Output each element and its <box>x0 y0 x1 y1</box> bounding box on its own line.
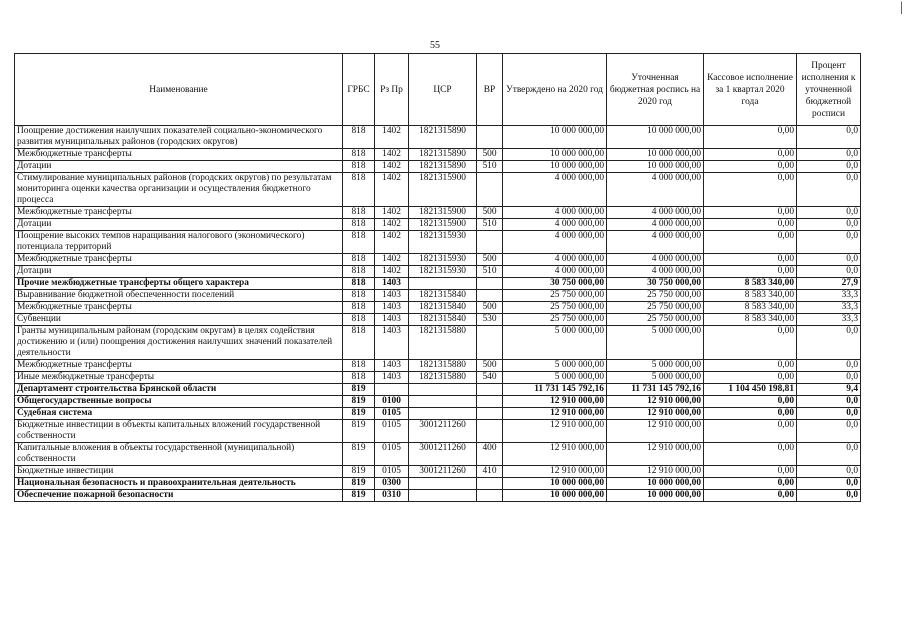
cell-refined: 10 000 000,00 <box>607 126 704 149</box>
cell-approved: 5 000 000,00 <box>503 326 607 360</box>
cell-rzpr: 1402 <box>375 231 409 254</box>
cell-name: Межбюджетные трансферты <box>15 207 343 219</box>
cell-vr: 500 <box>477 360 503 372</box>
cell-percent: 9,4 <box>797 384 861 396</box>
cell-grbs: 818 <box>343 372 375 384</box>
cell-percent: 0,0 <box>797 420 861 443</box>
cell-percent: 0,0 <box>797 161 861 173</box>
cell-vr: 500 <box>477 302 503 314</box>
cell-cash: 0,00 <box>704 490 797 502</box>
cell-percent: 0,0 <box>797 408 861 420</box>
cell-percent: 0,0 <box>797 254 861 266</box>
cell-name: Прочие межбюджетные трансферты общего характера <box>15 278 343 290</box>
cell-approved: 4 000 000,00 <box>503 231 607 254</box>
cell-cash: 0,00 <box>704 266 797 278</box>
cell-rzpr: 1402 <box>375 149 409 161</box>
cell-vr <box>477 478 503 490</box>
cell-percent: 0,0 <box>797 396 861 408</box>
cell-rzpr: 1403 <box>375 290 409 302</box>
cell-name: Дотации <box>15 266 343 278</box>
cell-name: Капитальные вложения в объекты государственной (муниципальной) собственности <box>15 443 343 466</box>
cell-grbs: 819 <box>343 408 375 420</box>
cell-approved: 4 000 000,00 <box>503 254 607 266</box>
cell-csr: 1821315880 <box>409 360 477 372</box>
table-row <box>15 302 861 314</box>
cell-rzpr: 1403 <box>375 326 409 360</box>
cell-rzpr: 1402 <box>375 254 409 266</box>
cell-cash: 0,00 <box>704 161 797 173</box>
cell-cash: 0,00 <box>704 149 797 161</box>
table-row <box>15 126 861 149</box>
cell-name: Национальная безопасность и правоохранительная деятельность <box>15 478 343 490</box>
cell-csr <box>409 384 477 396</box>
cell-grbs: 818 <box>343 219 375 231</box>
cell-grbs: 818 <box>343 254 375 266</box>
cell-grbs: 818 <box>343 161 375 173</box>
table-row <box>15 266 861 278</box>
cell-grbs: 819 <box>343 466 375 478</box>
table-row <box>15 231 861 254</box>
header-vr: ВР <box>477 54 503 126</box>
cell-approved: 12 910 000,00 <box>503 420 607 443</box>
cell-vr <box>477 231 503 254</box>
cell-cash: 0,00 <box>704 231 797 254</box>
cell-csr: 1821315900 <box>409 173 477 207</box>
cell-vr <box>477 420 503 443</box>
cell-csr: 3001211260 <box>409 443 477 466</box>
cell-approved: 4 000 000,00 <box>503 173 607 207</box>
table-row <box>15 490 861 502</box>
cell-name: Межбюджетные трансферты <box>15 149 343 161</box>
cell-name: Бюджетные инвестиции <box>15 466 343 478</box>
cell-refined: 10 000 000,00 <box>607 161 704 173</box>
cell-refined: 12 910 000,00 <box>607 420 704 443</box>
cell-name: Обеспечение пожарной безопасности <box>15 490 343 502</box>
cell-cash: 0,00 <box>704 408 797 420</box>
cell-grbs: 819 <box>343 443 375 466</box>
cell-rzpr: 1403 <box>375 314 409 326</box>
table-row <box>15 326 861 360</box>
header-approved: Утверждено на 2020 год <box>503 54 607 126</box>
cell-approved: 4 000 000,00 <box>503 219 607 231</box>
table-row <box>15 396 861 408</box>
cell-percent: 0,0 <box>797 490 861 502</box>
cell-vr: 530 <box>477 314 503 326</box>
cell-name: Общегосударственные вопросы <box>15 396 343 408</box>
cell-approved: 4 000 000,00 <box>503 207 607 219</box>
table-row <box>15 384 861 396</box>
cell-percent: 33,3 <box>797 302 861 314</box>
cell-percent: 0,0 <box>797 219 861 231</box>
table-row <box>15 254 861 266</box>
cell-vr <box>477 290 503 302</box>
cell-cash: 0,00 <box>704 254 797 266</box>
cell-percent: 0,0 <box>797 207 861 219</box>
cell-approved: 10 000 000,00 <box>503 161 607 173</box>
cell-rzpr: 0300 <box>375 478 409 490</box>
cell-refined: 4 000 000,00 <box>607 266 704 278</box>
table-row <box>15 149 861 161</box>
table-row <box>15 372 861 384</box>
cell-cash: 0,00 <box>704 326 797 360</box>
cell-vr <box>477 384 503 396</box>
cell-name: Иные межбюджетные трансферты <box>15 372 343 384</box>
cell-cash: 8 583 340,00 <box>704 314 797 326</box>
cell-csr: 1821315890 <box>409 149 477 161</box>
header-csr: ЦСР <box>409 54 477 126</box>
cell-csr: 1821315930 <box>409 231 477 254</box>
cell-percent: 0,0 <box>797 266 861 278</box>
cell-refined: 5 000 000,00 <box>607 372 704 384</box>
cell-refined: 12 910 000,00 <box>607 466 704 478</box>
cell-vr: 400 <box>477 443 503 466</box>
cell-percent: 0,0 <box>797 360 861 372</box>
cell-percent: 27,9 <box>797 278 861 290</box>
cell-rzpr: 0105 <box>375 408 409 420</box>
cell-cash: 8 583 340,00 <box>704 302 797 314</box>
cell-approved: 10 000 000,00 <box>503 149 607 161</box>
cell-approved: 25 750 000,00 <box>503 314 607 326</box>
cell-grbs: 819 <box>343 396 375 408</box>
cell-grbs: 818 <box>343 360 375 372</box>
cell-percent: 33,3 <box>797 314 861 326</box>
cell-rzpr <box>375 384 409 396</box>
cell-csr <box>409 408 477 420</box>
cell-rzpr: 1403 <box>375 360 409 372</box>
cell-percent: 0,0 <box>797 478 861 490</box>
table-row <box>15 161 861 173</box>
table-header-row <box>15 54 861 126</box>
cell-cash: 1 104 450 198,81 <box>704 384 797 396</box>
cell-refined: 4 000 000,00 <box>607 207 704 219</box>
table-row <box>15 443 861 466</box>
cell-refined: 25 750 000,00 <box>607 302 704 314</box>
cell-cash: 0,00 <box>704 173 797 207</box>
cell-approved: 10 000 000,00 <box>503 478 607 490</box>
cell-grbs: 818 <box>343 290 375 302</box>
cell-vr: 510 <box>477 161 503 173</box>
cell-csr: 1821315890 <box>409 161 477 173</box>
cell-grbs: 818 <box>343 326 375 360</box>
cell-refined: 25 750 000,00 <box>607 314 704 326</box>
cell-csr <box>409 396 477 408</box>
cell-percent: 0,0 <box>797 149 861 161</box>
cell-csr: 1821315930 <box>409 266 477 278</box>
cell-grbs: 818 <box>343 278 375 290</box>
cell-refined: 5 000 000,00 <box>607 326 704 360</box>
cell-grbs: 818 <box>343 126 375 149</box>
cell-name: Дотации <box>15 161 343 173</box>
cell-approved: 30 750 000,00 <box>503 278 607 290</box>
cell-name: Дотации <box>15 219 343 231</box>
cell-csr: 1821315890 <box>409 126 477 149</box>
cell-name: Субвенции <box>15 314 343 326</box>
cell-vr <box>477 408 503 420</box>
cell-csr <box>409 278 477 290</box>
cell-approved: 12 910 000,00 <box>503 396 607 408</box>
cell-grbs: 818 <box>343 173 375 207</box>
header-name: Наименование <box>15 54 343 126</box>
cell-rzpr: 1403 <box>375 278 409 290</box>
cell-refined: 4 000 000,00 <box>607 173 704 207</box>
table-row <box>15 219 861 231</box>
cell-grbs: 819 <box>343 420 375 443</box>
cell-csr: 1821315930 <box>409 254 477 266</box>
cell-vr <box>477 278 503 290</box>
cell-refined: 4 000 000,00 <box>607 231 704 254</box>
cell-name: Бюджетные инвестиции в объекты капитальных вложений государственной собственности <box>15 420 343 443</box>
cell-refined: 4 000 000,00 <box>607 254 704 266</box>
cell-vr <box>477 490 503 502</box>
cell-name: Стимулирование муниципальных районов (городских округов) по результатам мониторинга оценки качества организации и осуществления бюджетного процесса <box>15 173 343 207</box>
header-refined: Уточненная бюджетная роспись на 2020 год <box>607 54 704 126</box>
cell-cash: 0,00 <box>704 478 797 490</box>
table-row <box>15 207 861 219</box>
cell-cash: 0,00 <box>704 372 797 384</box>
cell-cash: 0,00 <box>704 219 797 231</box>
cell-cash: 0,00 <box>704 443 797 466</box>
cell-grbs: 819 <box>343 384 375 396</box>
corner-mark: | <box>900 0 903 15</box>
cell-rzpr: 1402 <box>375 126 409 149</box>
cell-csr <box>409 478 477 490</box>
table-row <box>15 408 861 420</box>
cell-approved: 11 731 145 792,16 <box>503 384 607 396</box>
cell-vr <box>477 173 503 207</box>
table-row <box>15 420 861 443</box>
cell-refined: 10 000 000,00 <box>607 478 704 490</box>
cell-cash: 0,00 <box>704 126 797 149</box>
cell-vr: 500 <box>477 254 503 266</box>
page-number: 55 <box>430 40 440 51</box>
cell-rzpr: 1403 <box>375 302 409 314</box>
cell-refined: 12 910 000,00 <box>607 408 704 420</box>
cell-vr <box>477 396 503 408</box>
cell-rzpr: 0105 <box>375 466 409 478</box>
cell-rzpr: 0105 <box>375 420 409 443</box>
cell-csr: 3001211260 <box>409 466 477 478</box>
cell-csr: 1821315900 <box>409 207 477 219</box>
cell-cash: 0,00 <box>704 420 797 443</box>
cell-approved: 5 000 000,00 <box>503 360 607 372</box>
cell-csr: 1821315840 <box>409 302 477 314</box>
cell-vr: 500 <box>477 149 503 161</box>
cell-percent: 0,0 <box>797 126 861 149</box>
table-row <box>15 173 861 207</box>
header-rzpr: Рз Пр <box>375 54 409 126</box>
cell-name: Судебная система <box>15 408 343 420</box>
cell-cash: 8 583 340,00 <box>704 278 797 290</box>
cell-refined: 25 750 000,00 <box>607 290 704 302</box>
cell-grbs: 818 <box>343 231 375 254</box>
cell-grbs: 819 <box>343 490 375 502</box>
cell-cash: 0,00 <box>704 360 797 372</box>
cell-vr: 510 <box>477 219 503 231</box>
cell-rzpr: 1402 <box>375 207 409 219</box>
cell-cash: 0,00 <box>704 396 797 408</box>
cell-name: Гранты муниципальным районам (городским округам) в целях содействия достижению и (или) поощрения достижения наилучших значений показателей деятельности <box>15 326 343 360</box>
header-cash: Кассовое исполнение за 1 квартал 2020 года <box>704 54 797 126</box>
table-row <box>15 478 861 490</box>
cell-rzpr: 1403 <box>375 372 409 384</box>
cell-vr <box>477 326 503 360</box>
cell-refined: 5 000 000,00 <box>607 360 704 372</box>
cell-vr: 540 <box>477 372 503 384</box>
cell-approved: 12 910 000,00 <box>503 408 607 420</box>
cell-refined: 11 731 145 792,16 <box>607 384 704 396</box>
cell-refined: 12 910 000,00 <box>607 396 704 408</box>
table-row <box>15 360 861 372</box>
cell-percent: 0,0 <box>797 231 861 254</box>
cell-grbs: 818 <box>343 266 375 278</box>
cell-csr: 1821315900 <box>409 219 477 231</box>
cell-csr: 1821315840 <box>409 290 477 302</box>
cell-percent: 33,3 <box>797 290 861 302</box>
cell-name: Поощрение достижения наилучших показателей социально-экономического развития муниципальных районов (городских округов) <box>15 126 343 149</box>
cell-percent: 0,0 <box>797 372 861 384</box>
cell-rzpr: 1402 <box>375 161 409 173</box>
cell-approved: 25 750 000,00 <box>503 290 607 302</box>
budget-table <box>14 53 861 502</box>
cell-percent: 0,0 <box>797 443 861 466</box>
cell-percent: 0,0 <box>797 173 861 207</box>
cell-approved: 12 910 000,00 <box>503 466 607 478</box>
cell-vr: 500 <box>477 207 503 219</box>
cell-approved: 4 000 000,00 <box>503 266 607 278</box>
header-grbs: ГРБС <box>343 54 375 126</box>
cell-cash: 8 583 340,00 <box>704 290 797 302</box>
cell-grbs: 818 <box>343 302 375 314</box>
cell-rzpr: 1402 <box>375 173 409 207</box>
cell-refined: 12 910 000,00 <box>607 443 704 466</box>
cell-refined: 10 000 000,00 <box>607 149 704 161</box>
cell-refined: 30 750 000,00 <box>607 278 704 290</box>
cell-rzpr: 1402 <box>375 219 409 231</box>
cell-name: Межбюджетные трансферты <box>15 360 343 372</box>
cell-rzpr: 0310 <box>375 490 409 502</box>
cell-refined: 10 000 000,00 <box>607 490 704 502</box>
cell-name: Межбюджетные трансферты <box>15 302 343 314</box>
cell-csr: 1821315840 <box>409 314 477 326</box>
cell-name: Межбюджетные трансферты <box>15 254 343 266</box>
cell-approved: 10 000 000,00 <box>503 126 607 149</box>
cell-vr: 410 <box>477 466 503 478</box>
cell-rzpr: 0100 <box>375 396 409 408</box>
cell-vr <box>477 126 503 149</box>
cell-cash: 0,00 <box>704 466 797 478</box>
table-row <box>15 290 861 302</box>
cell-csr: 1821315880 <box>409 372 477 384</box>
cell-approved: 10 000 000,00 <box>503 490 607 502</box>
table-row <box>15 314 861 326</box>
cell-csr: 3001211260 <box>409 420 477 443</box>
cell-grbs: 819 <box>343 478 375 490</box>
header-percent: Процент исполнения к уточненной бюджетной росписи <box>797 54 861 126</box>
cell-name: Департамент строительства Брянской области <box>15 384 343 396</box>
cell-grbs: 818 <box>343 149 375 161</box>
cell-approved: 5 000 000,00 <box>503 372 607 384</box>
cell-refined: 4 000 000,00 <box>607 219 704 231</box>
cell-csr <box>409 490 477 502</box>
cell-name: Поощрение высоких темпов наращивания налогового (экономического) потенциала территорий <box>15 231 343 254</box>
cell-approved: 12 910 000,00 <box>503 443 607 466</box>
cell-approved: 25 750 000,00 <box>503 302 607 314</box>
cell-vr: 510 <box>477 266 503 278</box>
cell-rzpr: 1402 <box>375 266 409 278</box>
cell-grbs: 818 <box>343 207 375 219</box>
cell-grbs: 818 <box>343 314 375 326</box>
cell-rzpr: 0105 <box>375 443 409 466</box>
cell-percent: 0,0 <box>797 326 861 360</box>
table-row <box>15 278 861 290</box>
cell-csr: 1821315880 <box>409 326 477 360</box>
table-row <box>15 466 861 478</box>
cell-percent: 0,0 <box>797 466 861 478</box>
cell-name: Выравнивание бюджетной обеспеченности поселений <box>15 290 343 302</box>
table-body <box>15 126 861 502</box>
cell-cash: 0,00 <box>704 207 797 219</box>
